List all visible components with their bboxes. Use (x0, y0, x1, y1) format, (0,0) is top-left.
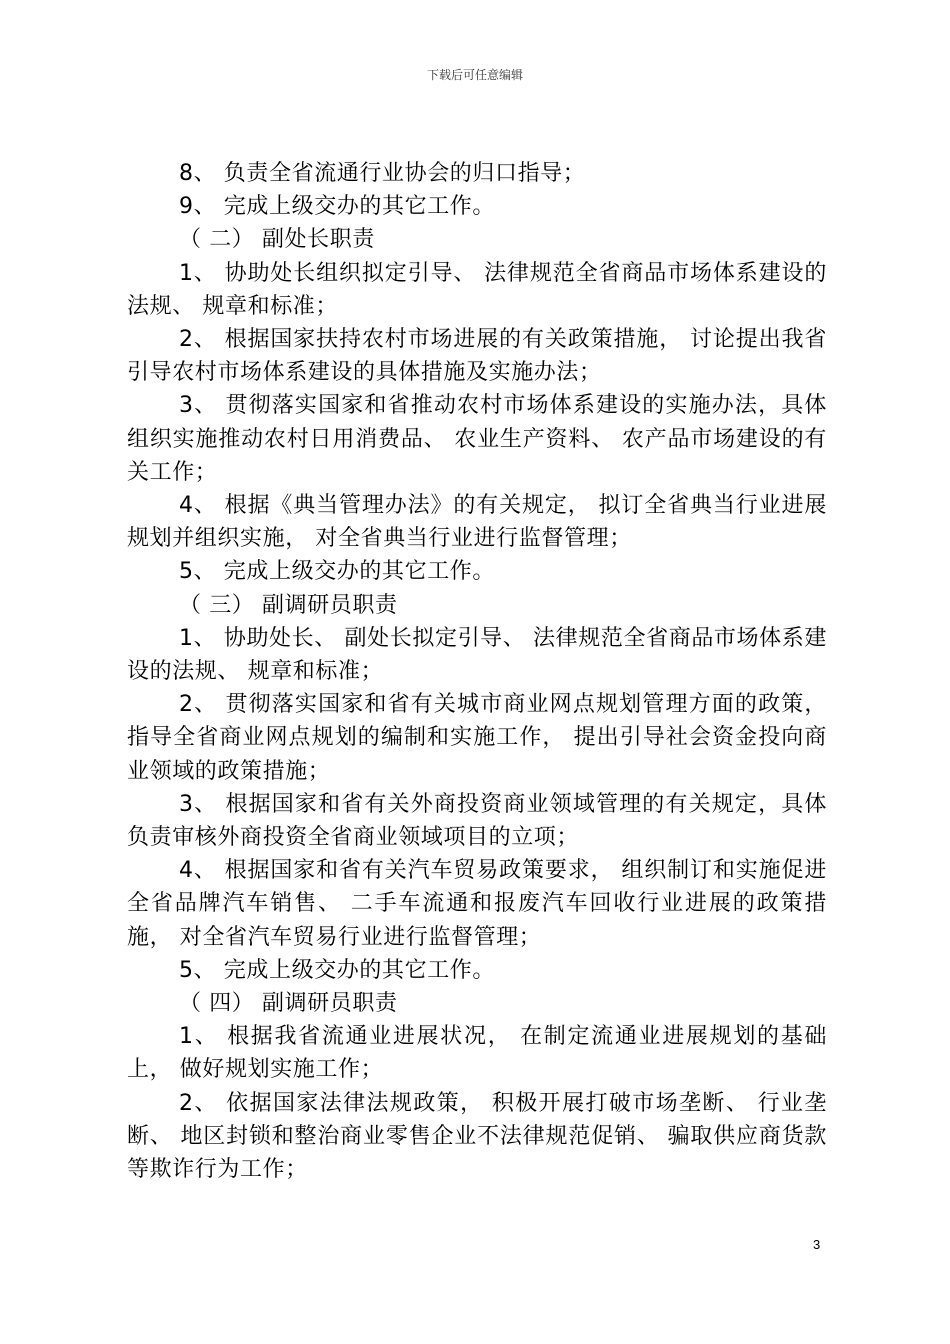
paragraph: 9、 完成上级交办的其它工作。 (179, 194, 495, 220)
body-text (127, 157, 827, 1186)
paragraph: 2、 贯彻落实国家和省有关城市商业网点规划管理方面的政策， 指导全省商业网点规划的编制和实施工作， 提出引导社会资金投向商业领域的政策措施； (127, 692, 827, 784)
paragraph: 3、 根据国家和省有关外商投资商业领域管理的有关规定，具体负责审核外商投资全省商业领域项目的立项； (127, 791, 827, 851)
paragraph: 1、 协助处长组织拟定引导、 法律规范全省商品市场体系建设的法规、 规章和标准； (127, 260, 827, 319)
paragraph: 1、 协助处长、 副处长拟定引导、 法律规范全省商品市场体系建设的法规、 规章和标准； (127, 625, 827, 685)
page-number: 3 (813, 1237, 821, 1252)
paragraph: 3、 贯彻落实国家和省推动农村市场体系建设的实施办法，具体组织实施推动农村日用消费品、 农业生产资料、 农产品市场建设的有关工作； (127, 393, 827, 485)
paragraph: 5、 完成上级交办的其它工作。 (179, 559, 495, 585)
paragraph: 8、 负责全省流通行业协会的归口指导； (179, 161, 586, 186)
paragraph: 1、 根据我省流通业进展状况， 在制定流通业进展规划的基础上， 做好规划实施工作； (127, 1024, 827, 1083)
paragraph: 4、 根据国家和省有关汽车贸易政策要求， 组织制订和实施促进全省品牌汽车销售、 二手车流通和报废汽车回收行业进展的政策措施， 对全省汽车贸易行业进行监督管理； (127, 858, 827, 950)
section-heading: （ 三） 副调研员职责 (179, 592, 398, 618)
section-heading: （ 四） 副调研员职责 (179, 991, 398, 1017)
paragraph: 2、 依据国家法律法规政策， 积极开展打破市场垄断、 行业垄断、 地区封锁和整治商业零售企业不法律规范促销、 骗取供应商货款等欺诈行为工作； (127, 1090, 827, 1183)
paragraph: 5、 完成上级交办的其它工作。 (179, 957, 495, 983)
paragraph: 4、 根据《典当管理办法》的有关规定， 拟订全省典当行业进展规划并组织实施， 对全省典当行业进行监督管理； (127, 493, 827, 552)
section-heading: （ 二） 副处长职责 (179, 227, 375, 253)
paragraph: 2、 根据国家扶持农村市场进展的有关政策措施， 讨论提出我省引导农村市场体系建设的具体措施及实施办法； (127, 327, 827, 386)
header-note: 下载后可任意编辑 (426, 68, 523, 82)
